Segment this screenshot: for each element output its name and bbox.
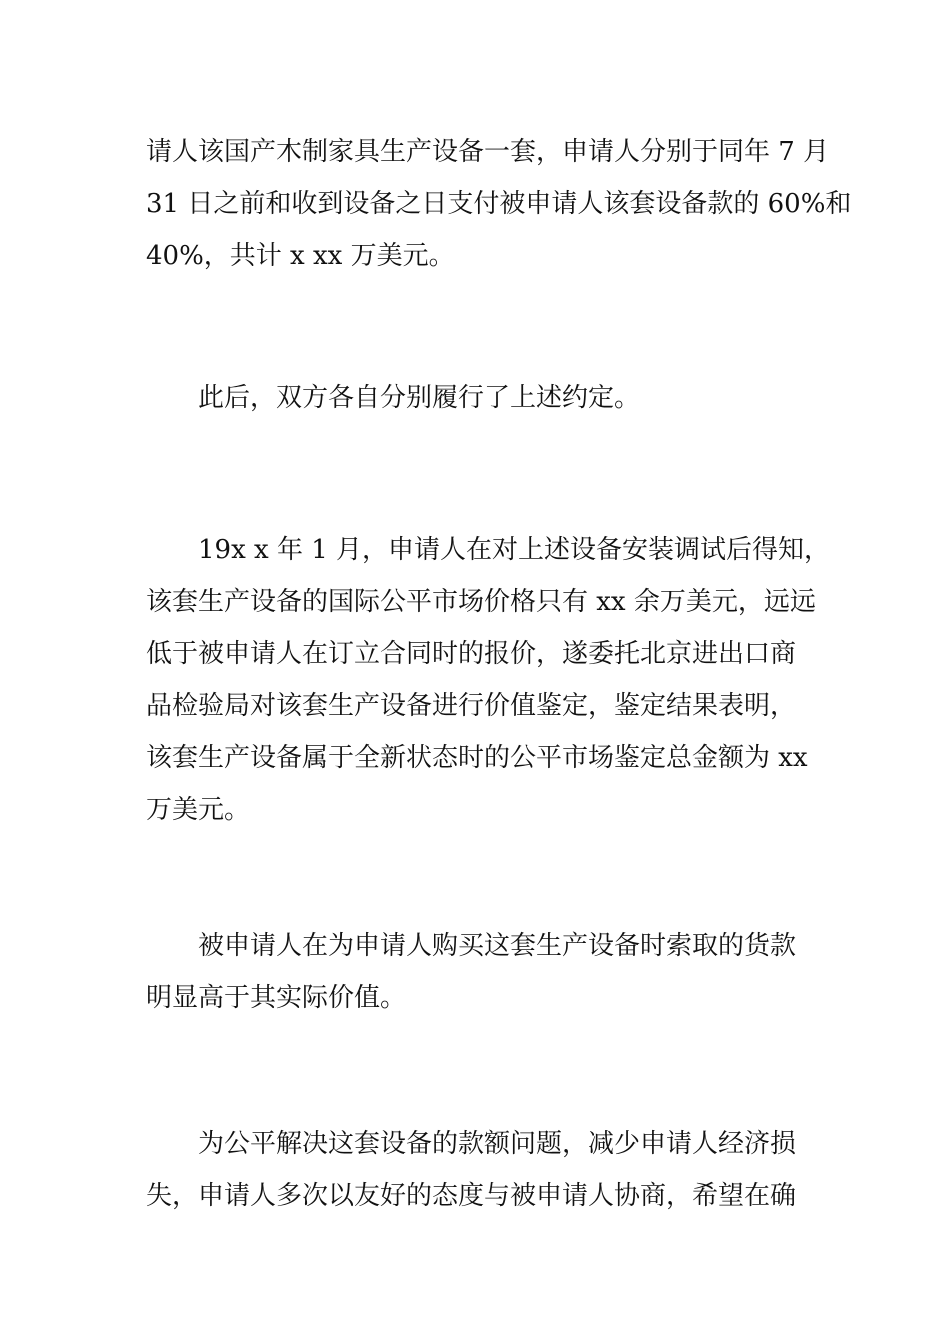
paragraph-2 xyxy=(146,372,810,424)
paragraph-5 xyxy=(146,1118,810,1222)
paragraph-line: 低于被申请人在订立合同时的报价，遂委托北京进出口商 xyxy=(146,639,797,669)
paragraph-line: 品检验局对该套生产设备进行价值鉴定，鉴定结果表明， xyxy=(146,691,797,721)
paragraph-4 xyxy=(146,920,810,1024)
paragraph-line: 失，申请人多次以友好的态度与被申请人协商，希望在确 xyxy=(146,1181,797,1211)
paragraph-line: 31 日之前和收到设备之日支付被申请人该套设备款的 60%和 xyxy=(146,189,852,219)
paragraph-3 xyxy=(146,524,831,836)
paragraph-line: 40%，共计 x xx 万美元。 xyxy=(146,241,455,271)
paragraph-line: 万美元。 xyxy=(146,795,251,825)
paragraph-line: 被申请人在为申请人购买这套生产设备时索取的货款 xyxy=(198,931,797,961)
paragraph-line: 该套生产设备属于全新状态时的公平市场鉴定总金额为 xx xyxy=(146,743,808,773)
paragraph-line: 为公平解决这套设备的款额问题，减少申请人经济损 xyxy=(198,1129,797,1159)
paragraph-line: 请人该国产木制家具生产设备一套，申请人分别于同年 7 月 xyxy=(146,137,830,167)
paragraph-1 xyxy=(146,126,852,282)
paragraph-line: 该套生产设备的国际公平市场价格只有 xx 余万美元，远远 xyxy=(146,587,816,617)
paragraph-line: 此后，双方各自分别履行了上述约定。 xyxy=(198,383,641,413)
paragraph-line: 19x x 年 1 月，申请人在对上述设备安装调试后得知， xyxy=(198,535,831,565)
paragraph-line: 明显高于其实际价值。 xyxy=(146,983,407,1013)
